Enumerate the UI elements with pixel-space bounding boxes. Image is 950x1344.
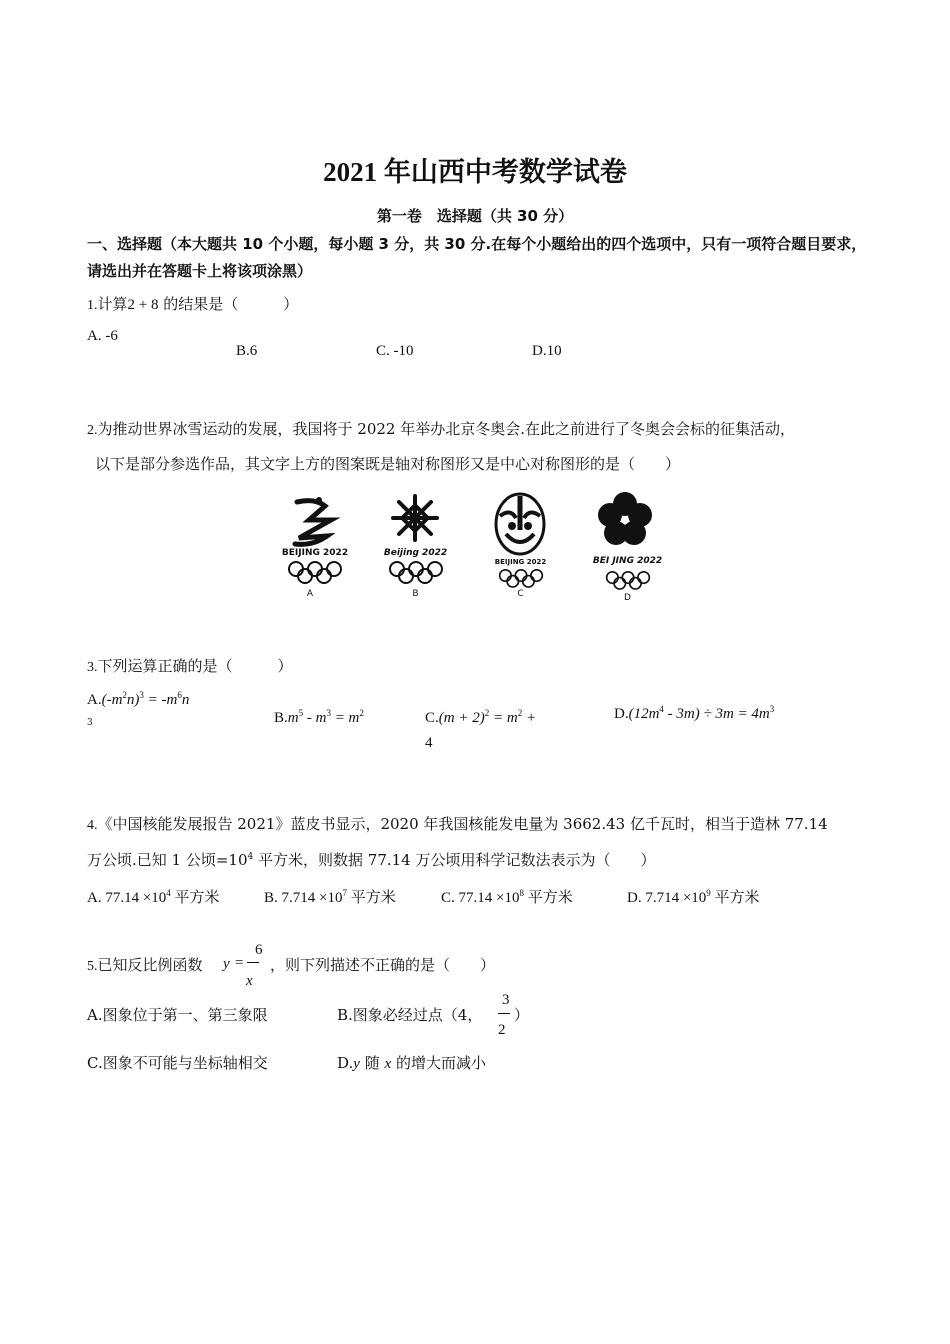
q3-option-d — [614, 706, 774, 723]
logo-text: BEIJING 2022 — [281, 548, 349, 558]
logo-letter: C — [517, 589, 524, 599]
olympic-rings-icon — [388, 560, 444, 584]
q4-option-c — [441, 886, 573, 907]
question-2-line-1 — [87, 418, 795, 439]
option-text: A. 77.14 ×10 — [87, 890, 167, 906]
exponent: 6 — [177, 690, 182, 700]
exponent: 2 — [359, 708, 364, 718]
option-unit: 平方米 — [170, 890, 220, 906]
question-4-line-1 — [87, 813, 828, 834]
q4-option-a — [87, 886, 220, 907]
expr-part: m — [287, 710, 299, 726]
q5-option-c: C.图象不可能与坐标轴相交 — [87, 1054, 268, 1072]
olympic-rings-icon — [498, 568, 544, 588]
variable-x: x — [384, 1056, 392, 1072]
q5-option-d — [337, 1052, 486, 1073]
q3-option-c-wrap: 4 — [425, 735, 433, 751]
snowflake-icon — [378, 490, 453, 550]
expr-part: - m — [303, 710, 327, 726]
fraction-y: y — [223, 956, 230, 972]
exponent: 9 — [706, 888, 711, 898]
option-d: D.10 — [532, 343, 562, 359]
exponent: 8 — [519, 888, 524, 898]
question-stem: 为推动世界冰雪运动的发展，我国将于 2022 年举办北京冬奥会.在此之前进行了冬奥会会标的征集活动， — [97, 420, 795, 438]
q4-option-d — [627, 886, 760, 907]
q3-option-c — [425, 710, 536, 727]
question-1 — [87, 293, 298, 314]
question-3 — [87, 655, 293, 676]
option-label: D. — [614, 706, 629, 722]
option-text: D. 7.714 ×10 — [627, 890, 707, 906]
logo-a — [275, 490, 355, 605]
q3-option-b — [274, 710, 364, 727]
part-heading: 第一卷 选择题（共 30 分） — [376, 207, 574, 225]
q5-option-b: B.图象必经过点（4， — [337, 1006, 483, 1024]
option-unit: 平方米 — [523, 890, 573, 906]
q5-option-b-numerator: 3 — [502, 992, 510, 1008]
q3-option-a-wrap: 3 — [87, 718, 93, 728]
exponent: 4 — [659, 704, 664, 714]
exponent: 7 — [342, 888, 347, 898]
exponent: 3 — [139, 690, 144, 700]
logo-text: BEIJING 2022 — [494, 558, 547, 566]
question-5-stem-tail: ，则下列描述不正确的是（ ） — [270, 956, 496, 974]
exponent: 2 — [517, 708, 523, 718]
q3-option-a — [87, 692, 189, 709]
expr-part: (12m — [628, 706, 660, 722]
page-title: 2021 年山西中考数学试卷 — [323, 157, 627, 187]
option-text: 随 — [364, 1054, 380, 1072]
question-stem-tail: 的结果是（ ） — [163, 295, 299, 313]
option-unit: 平方米 — [710, 890, 760, 906]
exponent: 3 — [769, 704, 775, 714]
expr-part: = m — [330, 710, 360, 726]
expr-part: n — [181, 692, 190, 708]
expr-part: n) — [126, 692, 140, 708]
question-stem: 计算 — [97, 295, 128, 313]
stem-part: 平方米，则数据 77.14 万公顷用科学记数法表示为（ ） — [253, 851, 656, 869]
fraction-denominator: x — [246, 973, 253, 989]
expr-part: ÷ 3m = 4m — [699, 706, 770, 722]
logo-text: BEI JING 2022 — [592, 556, 663, 566]
mask-emblem-icon — [488, 490, 553, 562]
option-text: C. 77.14 ×10 — [441, 890, 520, 906]
question-number: 5. — [87, 959, 98, 974]
logo-text: Beijing 2022 — [383, 548, 448, 558]
question-number: 2. — [87, 423, 98, 438]
logo-letter: B — [412, 589, 419, 599]
option-label: B. — [274, 710, 288, 726]
option-unit: 平方米 — [346, 890, 396, 906]
question-number: 4. — [87, 818, 98, 833]
stem-part: 已知反比例函数 — [97, 956, 203, 974]
option-label: A. — [87, 692, 102, 708]
option-text: B. 7.714 ×10 — [264, 890, 343, 906]
expr-part: = -m — [143, 692, 178, 708]
expr-part: (-m — [101, 692, 123, 708]
q5-option-b-tail: ） — [514, 1006, 530, 1024]
question-stem: 《中国核能发展报告 2021》蓝皮书显示，2020 年我国核能发电量为 3662.43 亿千瓦时，相当于造林 77.14 — [97, 815, 828, 833]
logo-b — [378, 490, 453, 605]
expr-part: + — [522, 710, 537, 726]
logo-c — [488, 490, 553, 605]
question-4-line-2 — [87, 849, 656, 870]
expr-part: = m — [489, 710, 518, 726]
exponent: 2 — [122, 690, 127, 700]
question-5-stem — [87, 954, 203, 975]
exponent: 4 — [166, 888, 171, 898]
exponent: 3 — [326, 708, 331, 718]
exponent: 5 — [298, 708, 304, 718]
stem-part: 万公顷.已知 1 公顷=10 — [87, 851, 248, 869]
exponent: 4 — [247, 852, 254, 862]
question-number: 1. — [87, 298, 98, 313]
option-c: C. -10 — [376, 343, 414, 359]
exponent: 2 — [484, 708, 490, 718]
logo-letter: A — [306, 589, 314, 599]
olympic-rings-icon — [287, 560, 343, 584]
q4-option-b — [264, 886, 396, 907]
olympic-rings-icon — [605, 570, 651, 590]
logo-letter: D — [624, 593, 631, 603]
option-b: B.6 — [236, 343, 258, 359]
option-label: C. — [425, 710, 439, 726]
q5-option-b-fraction-bar — [498, 1013, 510, 1014]
expr-part: (m + 2) — [438, 710, 485, 726]
fraction-numerator: 6 — [255, 942, 263, 958]
question-2-line-2: 以下是部分参选作品，其文字上方的图案既是轴对称图形又是中心对称图形的是（ ） — [95, 455, 681, 473]
fraction-bar — [247, 962, 259, 963]
expr-part: - 3m) — [663, 706, 700, 722]
logo-d — [585, 490, 670, 610]
section-heading: 一、选择题（本大题共 10 个小题，每小题 3 分，共 30 分.在每个小题给出的四个选项中，只有一项符合题目要求，请选出并在答题卡上将该项涂黑） — [87, 235, 867, 280]
question-stem: 下列运算正确的是（ ） — [97, 657, 293, 675]
option-text: 的增大而减小 — [395, 1054, 486, 1072]
q5-option-b-denominator: 2 — [498, 1022, 506, 1038]
question-number: 3. — [87, 660, 98, 675]
variable-y: y — [353, 1056, 360, 1072]
fraction-eq: = — [235, 955, 244, 971]
option-a: A. -6 — [87, 328, 118, 344]
q5-option-a: A.图象位于第一、第三象限 — [87, 1006, 268, 1024]
plum-blossom-icon — [585, 490, 670, 550]
expression: 2 + 8 — [127, 297, 159, 313]
option-label: D. — [337, 1054, 354, 1072]
